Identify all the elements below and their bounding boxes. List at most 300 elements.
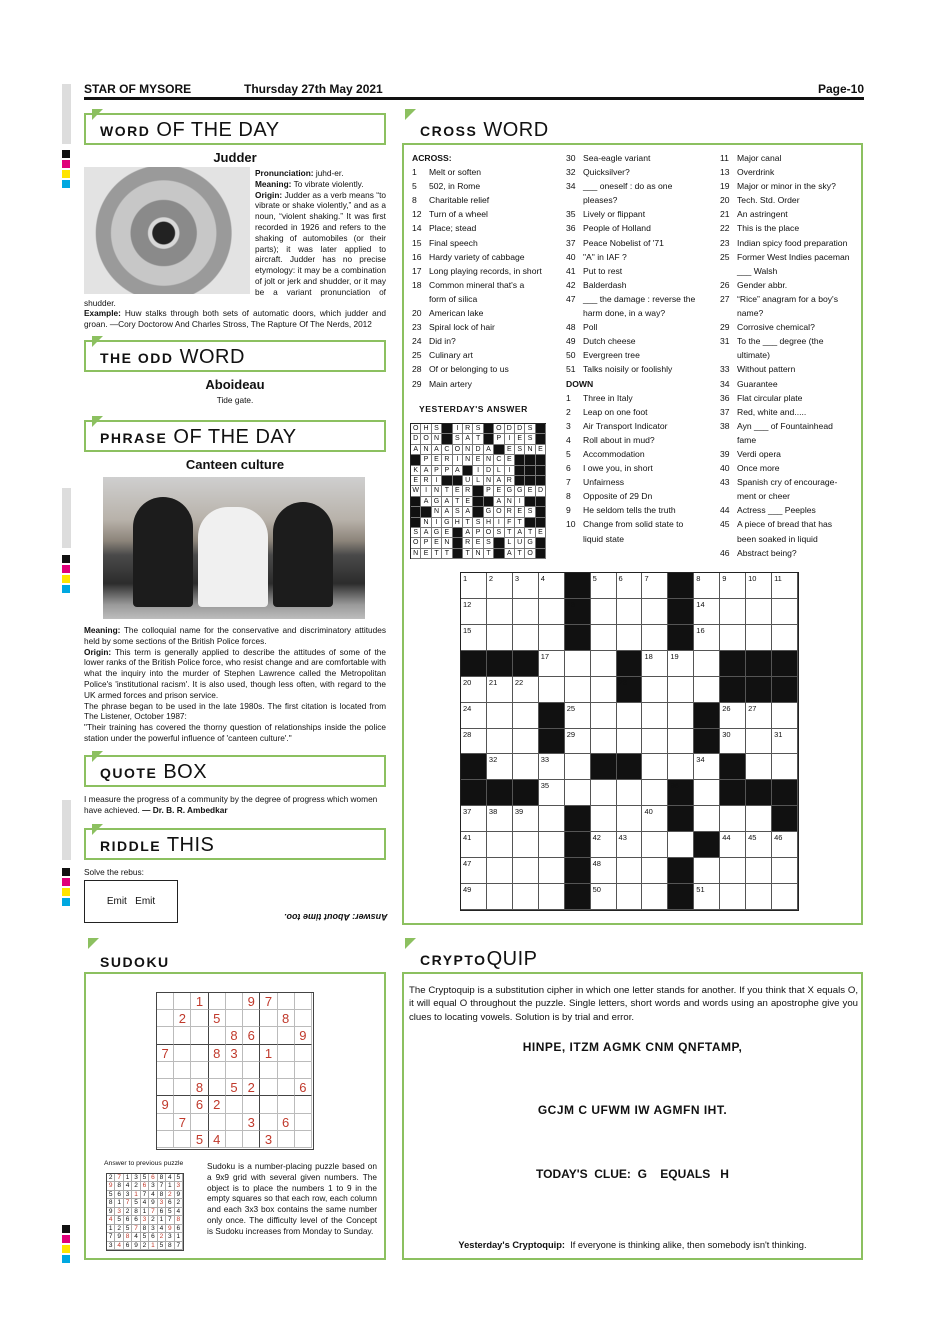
- sudoku-cell[interactable]: 1: [191, 993, 208, 1010]
- clue-item: 34 Guarantee: [720, 378, 778, 389]
- crossword-cell[interactable]: 49: [461, 884, 487, 910]
- black-square: [668, 858, 694, 884]
- answer-cell: R: [442, 455, 452, 465]
- margin-bar: [62, 800, 71, 860]
- crossword-cell[interactable]: [642, 832, 668, 858]
- black-square: [591, 754, 617, 780]
- answer-cell: T: [505, 528, 515, 538]
- crossword-cell[interactable]: [617, 858, 643, 884]
- sudoku-cell[interactable]: [260, 1079, 277, 1096]
- crossword-cell[interactable]: [772, 599, 798, 625]
- crossword-cell[interactable]: 15: [461, 625, 487, 651]
- crossword-cell[interactable]: 1: [461, 573, 487, 599]
- black-square: [565, 625, 591, 651]
- crossword-cell[interactable]: [591, 703, 617, 729]
- crossword-cell[interactable]: [539, 806, 565, 832]
- clue-item: 18 Common mineral that's a: [412, 279, 525, 290]
- sudoku-cell[interactable]: [260, 1062, 277, 1079]
- answer-cell: E: [536, 528, 546, 538]
- crossword-cell[interactable]: 8: [694, 573, 720, 599]
- crossword-cell[interactable]: [591, 729, 617, 755]
- crossword-cell[interactable]: [617, 703, 643, 729]
- crossword-cell[interactable]: [668, 729, 694, 755]
- crossword-cell[interactable]: 29: [565, 729, 591, 755]
- sudoku-cell[interactable]: [191, 1027, 208, 1044]
- crossword-cell[interactable]: 24: [461, 703, 487, 729]
- answer-cell: T: [515, 549, 525, 559]
- crossword-cell[interactable]: [617, 780, 643, 806]
- answer-cell: 1: [132, 1191, 140, 1199]
- answer-cell: L: [505, 538, 515, 548]
- crossword-cell[interactable]: [746, 858, 772, 884]
- sudoku-cell[interactable]: [295, 993, 312, 1010]
- sudoku-cell[interactable]: [191, 1010, 208, 1027]
- sudoku-cell[interactable]: [226, 1114, 243, 1131]
- crossword-cell[interactable]: 40: [642, 806, 668, 832]
- crossword-cell[interactable]: [694, 651, 720, 677]
- sudoku-cell[interactable]: [260, 1027, 277, 1044]
- yesterday-answer-label: YESTERDAY'S ANSWER: [419, 404, 528, 414]
- crossword-cell[interactable]: 7: [642, 573, 668, 599]
- answer-cell: D: [473, 445, 483, 455]
- crossword-cell[interactable]: [642, 780, 668, 806]
- crossword-cell[interactable]: [513, 858, 539, 884]
- sudoku-cell[interactable]: 3: [226, 1045, 243, 1062]
- black-square: [536, 497, 546, 507]
- sudoku-cell[interactable]: 6: [278, 1114, 295, 1131]
- answer-cell: 3: [141, 1216, 149, 1224]
- clue-item: 25 Culinary art: [412, 350, 473, 361]
- crossword-cell[interactable]: [513, 703, 539, 729]
- crossword-cell[interactable]: 42: [591, 832, 617, 858]
- sudoku-cell[interactable]: [191, 1062, 208, 1079]
- sudoku-cell[interactable]: [157, 1062, 174, 1079]
- crossword-cell[interactable]: [487, 858, 513, 884]
- crossword-cell[interactable]: [565, 651, 591, 677]
- sudoku-cell[interactable]: [295, 1096, 312, 1113]
- sudoku-cell[interactable]: 7: [260, 993, 277, 1010]
- sudoku-cell[interactable]: [295, 1010, 312, 1027]
- crossword-cell[interactable]: [513, 832, 539, 858]
- sudoku-cell[interactable]: [243, 1010, 260, 1027]
- crossword-cell[interactable]: [642, 729, 668, 755]
- sudoku-cell[interactable]: 5: [226, 1079, 243, 1096]
- crossword-cell[interactable]: 35: [539, 780, 565, 806]
- sudoku-cell[interactable]: 2: [174, 1010, 191, 1027]
- black-square: [473, 486, 483, 496]
- sudoku-cell[interactable]: [209, 1027, 226, 1044]
- crossword-cell[interactable]: [668, 832, 694, 858]
- sudoku-cell[interactable]: [174, 1045, 191, 1062]
- police-officers-photo: [103, 477, 365, 619]
- crossword-cell[interactable]: 38: [487, 806, 513, 832]
- crossword-cell[interactable]: [591, 806, 617, 832]
- crossword-cell[interactable]: [565, 677, 591, 703]
- sudoku-cell[interactable]: [278, 1131, 295, 1148]
- crossword-cell[interactable]: 6: [617, 573, 643, 599]
- crossword-cell[interactable]: [487, 832, 513, 858]
- crossword-cell[interactable]: [642, 858, 668, 884]
- sudoku-cell[interactable]: [157, 1114, 174, 1131]
- answer-cell: R: [421, 476, 431, 486]
- answer-cell: 5: [107, 1191, 115, 1199]
- crossword-cell[interactable]: 12: [461, 599, 487, 625]
- sudoku-cell[interactable]: 2: [243, 1079, 260, 1096]
- crossword-cell[interactable]: [591, 780, 617, 806]
- crossword-cell[interactable]: 14: [694, 599, 720, 625]
- black-square: [668, 806, 694, 832]
- crossword-cell[interactable]: 51: [694, 884, 720, 910]
- crossword-cell[interactable]: [617, 625, 643, 651]
- sudoku-cell[interactable]: 9: [157, 1096, 174, 1113]
- answer-cell: 7: [132, 1225, 140, 1233]
- crossword-cell[interactable]: [617, 884, 643, 910]
- crossword-cell[interactable]: [746, 599, 772, 625]
- sudoku-cell[interactable]: 4: [209, 1131, 226, 1148]
- sudoku-cell[interactable]: [243, 1131, 260, 1148]
- answer-cell: G: [525, 538, 535, 548]
- flag-icon: [405, 938, 416, 949]
- sudoku-cell[interactable]: [278, 1062, 295, 1079]
- sudoku-cell[interactable]: [209, 993, 226, 1010]
- crossword-cell[interactable]: [513, 754, 539, 780]
- black-square: [720, 677, 746, 703]
- yesterday-cryptoquip: Yesterday's Cryptoquip: If everyone is thinking alike, then somebody isn't thinking.: [458, 1240, 807, 1250]
- crossword-cell[interactable]: 21: [487, 677, 513, 703]
- sudoku-cell[interactable]: [157, 1010, 174, 1027]
- sudoku-cell[interactable]: 7: [174, 1114, 191, 1131]
- crossword-cell[interactable]: [694, 858, 720, 884]
- sudoku-cell[interactable]: [226, 1010, 243, 1027]
- crossword-cell[interactable]: [487, 599, 513, 625]
- crossword-cell[interactable]: 45: [746, 832, 772, 858]
- answer-cell: E: [432, 455, 442, 465]
- sudoku-cell[interactable]: [174, 1096, 191, 1113]
- crossword-cell[interactable]: 10: [746, 573, 772, 599]
- answer-cell: L: [494, 466, 504, 476]
- crossword-cell[interactable]: 5: [591, 573, 617, 599]
- crossword-cell[interactable]: [720, 884, 746, 910]
- sudoku-cell[interactable]: [209, 1079, 226, 1096]
- sudoku-cell[interactable]: 5: [209, 1010, 226, 1027]
- sudoku-cell[interactable]: [174, 1131, 191, 1148]
- answer-cell: 4: [149, 1191, 157, 1199]
- crossword-cell[interactable]: 4: [539, 573, 565, 599]
- crossword-cell[interactable]: [772, 884, 798, 910]
- crossword-cell[interactable]: [591, 677, 617, 703]
- crossword-cell[interactable]: [539, 625, 565, 651]
- crossword-cell[interactable]: [539, 858, 565, 884]
- rebus-box: Emit Emit: [84, 880, 178, 923]
- sudoku-cell[interactable]: [209, 1114, 226, 1131]
- crossword-cell[interactable]: [487, 625, 513, 651]
- sudoku-cell[interactable]: [243, 1045, 260, 1062]
- sudoku-cell[interactable]: 8: [226, 1027, 243, 1044]
- sudoku-cell[interactable]: [191, 1045, 208, 1062]
- clue-item: 24 Did in?: [412, 336, 456, 347]
- cipher-line-1: HINPE, ITZM AGMK CNM QNFTAMP,: [522, 1040, 743, 1054]
- answer-cell: S: [473, 518, 483, 528]
- crossword-cell[interactable]: [565, 754, 591, 780]
- crossword-cell[interactable]: 50: [591, 884, 617, 910]
- sudoku-cell[interactable]: [278, 1096, 295, 1113]
- sudoku-cell[interactable]: 9: [295, 1027, 312, 1044]
- crossword-cell[interactable]: [746, 754, 772, 780]
- answer-cell: T: [463, 518, 473, 528]
- answer-cell: T: [442, 486, 452, 496]
- answer-cell: 6: [132, 1216, 140, 1224]
- crossword-cell[interactable]: 31: [772, 729, 798, 755]
- sudoku-cell[interactable]: 8: [191, 1079, 208, 1096]
- crossword-cell[interactable]: 19: [668, 651, 694, 677]
- crossword-cell[interactable]: [668, 677, 694, 703]
- crossword-cell[interactable]: 28: [461, 729, 487, 755]
- sudoku-cell[interactable]: [260, 1114, 277, 1131]
- answer-cell: D: [515, 424, 525, 434]
- crossword-cell[interactable]: 41: [461, 832, 487, 858]
- answer-cell: A: [442, 507, 452, 517]
- sudoku-cell[interactable]: [174, 1062, 191, 1079]
- answer-cell: N: [442, 538, 452, 548]
- crossword-cell[interactable]: 37: [461, 806, 487, 832]
- crossword-cell[interactable]: [720, 599, 746, 625]
- sudoku-cell[interactable]: [157, 1079, 174, 1096]
- sudoku-cell[interactable]: [226, 993, 243, 1010]
- crossword-cell[interactable]: 25: [565, 703, 591, 729]
- crossword-cell[interactable]: 18: [642, 651, 668, 677]
- crossword-cell[interactable]: [642, 625, 668, 651]
- black-square: [411, 455, 421, 465]
- sudoku-cell[interactable]: [174, 993, 191, 1010]
- crossword-cell[interactable]: 11: [772, 573, 798, 599]
- answer-cell: 2: [158, 1233, 166, 1241]
- sudoku-cell[interactable]: 8: [209, 1045, 226, 1062]
- crossword-cell[interactable]: 48: [591, 858, 617, 884]
- sudoku-cell[interactable]: [260, 1096, 277, 1113]
- black-square: [536, 434, 546, 444]
- crossword-cell[interactable]: [746, 729, 772, 755]
- crossword-cell[interactable]: [668, 754, 694, 780]
- sudoku-cell[interactable]: 8: [278, 1010, 295, 1027]
- black-square: [772, 806, 798, 832]
- crossword-cell[interactable]: [668, 703, 694, 729]
- answer-cell: H: [453, 518, 463, 528]
- crossword-cell[interactable]: 43: [617, 832, 643, 858]
- clue-item: 36 Flat circular plate: [720, 392, 803, 403]
- crossword-cell[interactable]: [487, 703, 513, 729]
- answer-cell: S: [494, 528, 504, 538]
- sudoku-cell[interactable]: [295, 1131, 312, 1148]
- crossword-cell[interactable]: 20: [461, 677, 487, 703]
- sudoku-cell[interactable]: [157, 1131, 174, 1148]
- crossword-cell[interactable]: 22: [513, 677, 539, 703]
- crossword-cell[interactable]: [565, 780, 591, 806]
- crossword-cell[interactable]: [642, 884, 668, 910]
- sudoku-cell[interactable]: [260, 1010, 277, 1027]
- answer-cell: N: [432, 486, 442, 496]
- sudoku-cell[interactable]: 1: [260, 1045, 277, 1062]
- crossword-cell[interactable]: [539, 599, 565, 625]
- clue-item: 51 Talks noisily or foolishly: [566, 364, 673, 375]
- sudoku-cell[interactable]: [174, 1027, 191, 1044]
- answer-cell: 6: [124, 1216, 132, 1224]
- word-of-day-text: Pronunciation: juhd-er. Meaning: To vibrate violently. Origin: Judder as a verb means “to vibrate or shake violently,” and as a noun, “violent shaking.” It was first recorded in 1926 and refers to the shaking of automobiles (or their parts); it was later applied to aircraft. Judder has no precise etymology: it may be a combination of jolt or jerk and shudder, or it may be a variant pronunciation of shudder. Example: Huw stalks through both sets of automatic doors, which judder and groan. —Cory Doctorow And Charles Stross, The Rapture Of The Nerds, 2012: [84, 168, 386, 330]
- crossword-cell[interactable]: [617, 599, 643, 625]
- crossword-cell[interactable]: 47: [461, 858, 487, 884]
- black-square: [539, 729, 565, 755]
- sudoku-cell[interactable]: [226, 1131, 243, 1148]
- sudoku-cell[interactable]: 9: [243, 993, 260, 1010]
- crossword-cell[interactable]: [539, 884, 565, 910]
- answer-cell: N: [473, 549, 483, 559]
- odd-word-header: THE ODD WORD: [84, 340, 386, 372]
- answer-cell: S: [473, 424, 483, 434]
- answer-cell: G: [484, 507, 494, 517]
- crossword-cell[interactable]: [694, 780, 720, 806]
- answer-cell: E: [421, 549, 431, 559]
- crossword-cell[interactable]: 30: [720, 729, 746, 755]
- clue-item-continued: liquid state: [583, 533, 625, 544]
- black-square: 36: [668, 780, 694, 806]
- crossword-cell[interactable]: [539, 832, 565, 858]
- crossword-cell[interactable]: 9: [720, 573, 746, 599]
- sudoku-cell[interactable]: [295, 1062, 312, 1079]
- answer-cell: E: [536, 445, 546, 455]
- crossword-cell[interactable]: [617, 806, 643, 832]
- answer-cell: 7: [175, 1242, 183, 1250]
- clue-item: 8 Opposite of 29 Dn: [566, 491, 653, 502]
- crossword-cell[interactable]: [642, 599, 668, 625]
- crossword-cell[interactable]: 2: [487, 573, 513, 599]
- crossword-cell[interactable]: [513, 729, 539, 755]
- sudoku-cell[interactable]: [278, 1079, 295, 1096]
- answer-cell: S: [525, 434, 535, 444]
- answer-cell: N: [463, 455, 473, 465]
- sudoku-cell[interactable]: [226, 1096, 243, 1113]
- crossword-cell[interactable]: 26: [720, 703, 746, 729]
- crossword-cell[interactable]: 32: [487, 754, 513, 780]
- crossword-cell[interactable]: [591, 625, 617, 651]
- sudoku-cell[interactable]: [278, 1027, 295, 1044]
- answer-cell: 4: [166, 1174, 174, 1182]
- sudoku-cell[interactable]: [278, 993, 295, 1010]
- crossword-cell[interactable]: [772, 703, 798, 729]
- sudoku-cell[interactable]: 3: [243, 1114, 260, 1131]
- crossword-cell[interactable]: [746, 625, 772, 651]
- crossword-cell[interactable]: [487, 729, 513, 755]
- sudoku-cell[interactable]: 7: [157, 1045, 174, 1062]
- crossword-cell[interactable]: [746, 806, 772, 832]
- sudoku-cell[interactable]: 2: [209, 1096, 226, 1113]
- sudoku-cell[interactable]: [295, 1114, 312, 1131]
- odd-word-meaning: Tide gate.: [216, 395, 254, 405]
- answer-cell: N: [484, 455, 494, 465]
- crossword-cell[interactable]: [591, 599, 617, 625]
- crossword-cell[interactable]: [642, 677, 668, 703]
- answer-cell: 3: [166, 1233, 174, 1241]
- crossword-cell[interactable]: [642, 754, 668, 780]
- crossword-cell[interactable]: [617, 729, 643, 755]
- crossword-cell[interactable]: 16: [694, 625, 720, 651]
- answer-cell: 7: [166, 1216, 174, 1224]
- sudoku-cell[interactable]: [226, 1062, 243, 1079]
- answer-cell: N: [432, 434, 442, 444]
- crossword-cell[interactable]: 34: [694, 754, 720, 780]
- crossword-cell[interactable]: [487, 884, 513, 910]
- crossword-cell[interactable]: [772, 754, 798, 780]
- newspaper-name: STAR OF MYSORE: [84, 82, 192, 96]
- across-clues-continued: 30 Sea-eagle variant 32 Quicksilver? 34 ___ oneself : do as one pleases? 35 Lively or flippant 36 People of Holland 37 Peace Nobelist of '71 40 "A" in IAF ? 41 Put to rest 42 Balderdash 47 ___ the damage : reverse the harm done, in a way? 48 Poll 49 Dutch cheese 50 Evergreen tree 51 Talks noisily or foolishly DOWN 1 Three in Italy 2 Leap on one foot 3 Air Transport Indicator 4 Roll about in mud? 5 Accommodation 6 I owe you, in short 7 Unfairness 8 Opposite of 29 Dn 9 He seldom tells the truth 10 Change from solid state to liquid state: [566, 151, 695, 546]
- crossword-cell[interactable]: [720, 625, 746, 651]
- crossword-cell[interactable]: 3: [513, 573, 539, 599]
- previous-answer-label: Answer to previous puzzle: [104, 1160, 184, 1167]
- crossword-cell[interactable]: [746, 884, 772, 910]
- crossword-cell[interactable]: 33: [539, 754, 565, 780]
- black-square: [515, 455, 525, 465]
- sudoku-cell[interactable]: [243, 1062, 260, 1079]
- answer-cell: P: [421, 455, 431, 465]
- black-square: [617, 754, 643, 780]
- crossword-cell[interactable]: 17: [539, 651, 565, 677]
- crossword-cell[interactable]: [694, 677, 720, 703]
- sudoku-cell[interactable]: 5: [191, 1131, 208, 1148]
- crossword-cell[interactable]: 27: [746, 703, 772, 729]
- sudoku-cell[interactable]: [157, 1027, 174, 1044]
- clue-item: 45 A piece of bread that has: [720, 519, 833, 530]
- answer-cell: I: [453, 424, 463, 434]
- crossword-cell[interactable]: [513, 884, 539, 910]
- sudoku-cell[interactable]: [174, 1079, 191, 1096]
- crossword-cell[interactable]: [772, 858, 798, 884]
- crossword-cell[interactable]: 44: [720, 832, 746, 858]
- sudoku-cell[interactable]: 3: [260, 1131, 277, 1148]
- clue-item: 20 Tech. Std. Order: [720, 195, 800, 206]
- black-square: [515, 466, 525, 476]
- black-square: [536, 518, 546, 528]
- sudoku-cell[interactable]: 6: [243, 1027, 260, 1044]
- answer-cell: A: [421, 528, 431, 538]
- crossword-cell[interactable]: [772, 625, 798, 651]
- crossword-cell[interactable]: [591, 651, 617, 677]
- answer-cell: 8: [141, 1225, 149, 1233]
- across-clues: ACROSS: 1 Melt or soften 5 502, in Rome 8 Charitable relief 12 Turn of a wheel 14 Place; stead 15 Final speech 16 Hardy variety of cabbage 17 Long playing records, in short 18 Common mineral that's a form of silica 20 American lake 23 Spiral lock of hair 24 Did in? 25 Culinary art 28 Of or belonging to us 29 Main artery: [412, 151, 542, 391]
- sudoku-cell[interactable]: [209, 1062, 226, 1079]
- sudoku-cell[interactable]: [295, 1045, 312, 1062]
- sudoku-cell[interactable]: [191, 1114, 208, 1131]
- crossword-cell[interactable]: [720, 806, 746, 832]
- black-square: [461, 651, 487, 677]
- crossword-cell[interactable]: [513, 599, 539, 625]
- answer-cell: N: [484, 476, 494, 486]
- answer-cell: A: [463, 528, 473, 538]
- crossword-cell[interactable]: [539, 677, 565, 703]
- down-clues-continued: [720, 151, 850, 560]
- answer-cell: O: [525, 549, 535, 559]
- sudoku-cell[interactable]: [278, 1045, 295, 1062]
- sudoku-cell[interactable]: 6: [295, 1079, 312, 1096]
- crossword-cell[interactable]: [642, 703, 668, 729]
- crossword-cell[interactable]: [720, 858, 746, 884]
- sudoku-cell[interactable]: 6: [191, 1096, 208, 1113]
- crossword-cell[interactable]: [513, 625, 539, 651]
- odd-word: Aboideau: [205, 377, 265, 392]
- crossword-cell[interactable]: 46: [772, 832, 798, 858]
- sudoku-cell[interactable]: [157, 993, 174, 1010]
- crossword-cell[interactable]: [694, 806, 720, 832]
- answer-cell: A: [421, 497, 431, 507]
- crossword-cell[interactable]: 39: [513, 806, 539, 832]
- sudoku-cell[interactable]: [243, 1096, 260, 1113]
